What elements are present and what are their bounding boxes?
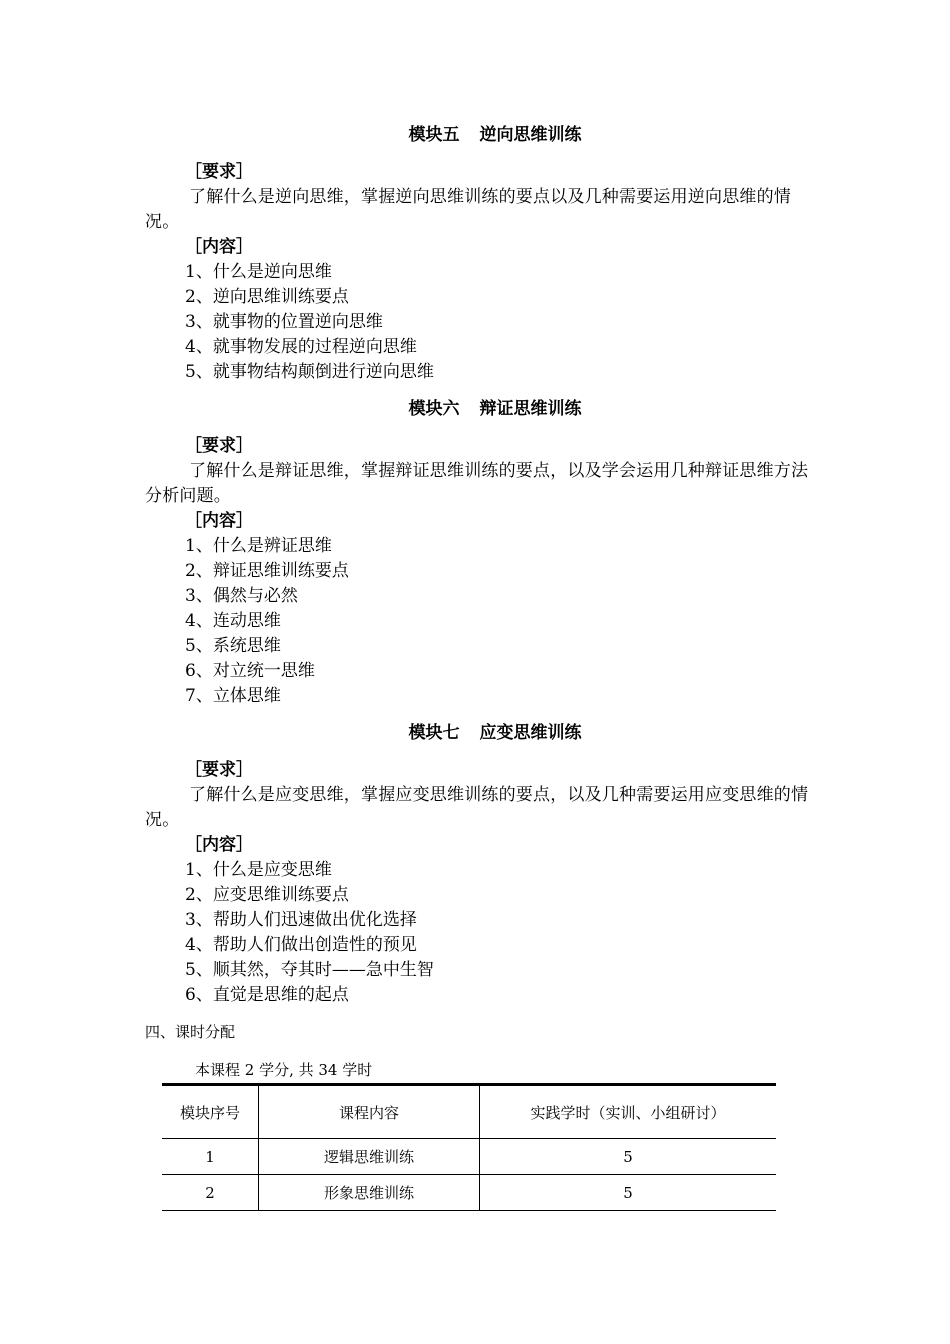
list-item: 1、什么是辨证思维	[185, 536, 332, 556]
content-label: ［内容］	[185, 237, 253, 257]
list-item: 2、应变思维训练要点	[185, 885, 349, 905]
header-cell: 模块序号	[162, 1085, 259, 1139]
module-title: 模块六 辩证思维训练	[408, 399, 582, 419]
table-cell: 形象思维训练	[259, 1175, 480, 1211]
list-item: 4、就事物发展的过程逆向思维	[185, 337, 417, 357]
list-item: 5、顺其然，夺其时——急中生智	[185, 960, 434, 980]
list-item: 2、逆向思维训练要点	[185, 287, 349, 307]
header-cell: 实践学时（实训、小组研讨）	[480, 1085, 777, 1139]
list-item: 3、帮助人们迅速做出优化选择	[185, 910, 417, 930]
requirement-text: 了解什么是辩证思维，掌握辩证思维训练的要点，以及学会运用几种辩证思维方法分析问题。	[145, 461, 809, 506]
list-item: 3、偶然与必然	[185, 586, 298, 606]
list-item: 6、直觉是思维的起点	[185, 985, 349, 1005]
table-cell: 5	[480, 1175, 777, 1211]
table-cell: 逻辑思维训练	[259, 1139, 480, 1175]
module-5	[145, 123, 815, 385]
table-cell: 2	[162, 1175, 259, 1211]
requirement-text: 了解什么是应变思维，掌握应变思维训练的要点，以及几种需要运用应变思维的情况。	[145, 785, 809, 830]
module-6	[145, 397, 815, 709]
module-7	[145, 721, 815, 1008]
content-label: ［内容］	[185, 835, 253, 855]
module-title: 模块七 应变思维训练	[408, 723, 582, 743]
content-label: ［内容］	[185, 511, 253, 531]
list-item: 7、立体思维	[185, 686, 281, 706]
table-cell: 5	[480, 1139, 777, 1175]
section-heading: 四、课时分配	[145, 1023, 236, 1041]
table-row	[162, 1139, 776, 1175]
credit-note: 本课程 2 学分, 共 34 学时	[195, 1061, 373, 1079]
table-row	[162, 1175, 776, 1211]
hours-table	[162, 1083, 776, 1211]
list-item: 3、就事物的位置逆向思维	[185, 312, 383, 332]
table-header-row	[162, 1085, 776, 1139]
requirement-label: ［要求］	[185, 162, 253, 182]
list-item: 1、什么是应变思维	[185, 860, 332, 880]
list-item: 6、对立统一思维	[185, 661, 315, 681]
list-item: 2、辩证思维训练要点	[185, 561, 349, 581]
table-cell: 1	[162, 1139, 259, 1175]
list-item: 1、什么是逆向思维	[185, 262, 332, 282]
list-item: 4、连动思维	[185, 611, 281, 631]
module-title: 模块五 逆向思维训练	[408, 125, 582, 145]
list-item: 5、系统思维	[185, 636, 281, 656]
requirement-label: ［要求］	[185, 436, 253, 456]
list-item: 4、帮助人们做出创造性的预见	[185, 935, 417, 955]
requirement-text: 了解什么是逆向思维，掌握逆向思维训练的要点以及几种需要运用逆向思维的情况。	[145, 187, 791, 232]
header-cell: 课程内容	[259, 1085, 480, 1139]
list-item: 5、就事物结构颠倒进行逆向思维	[185, 362, 434, 382]
requirement-label: ［要求］	[185, 760, 253, 780]
